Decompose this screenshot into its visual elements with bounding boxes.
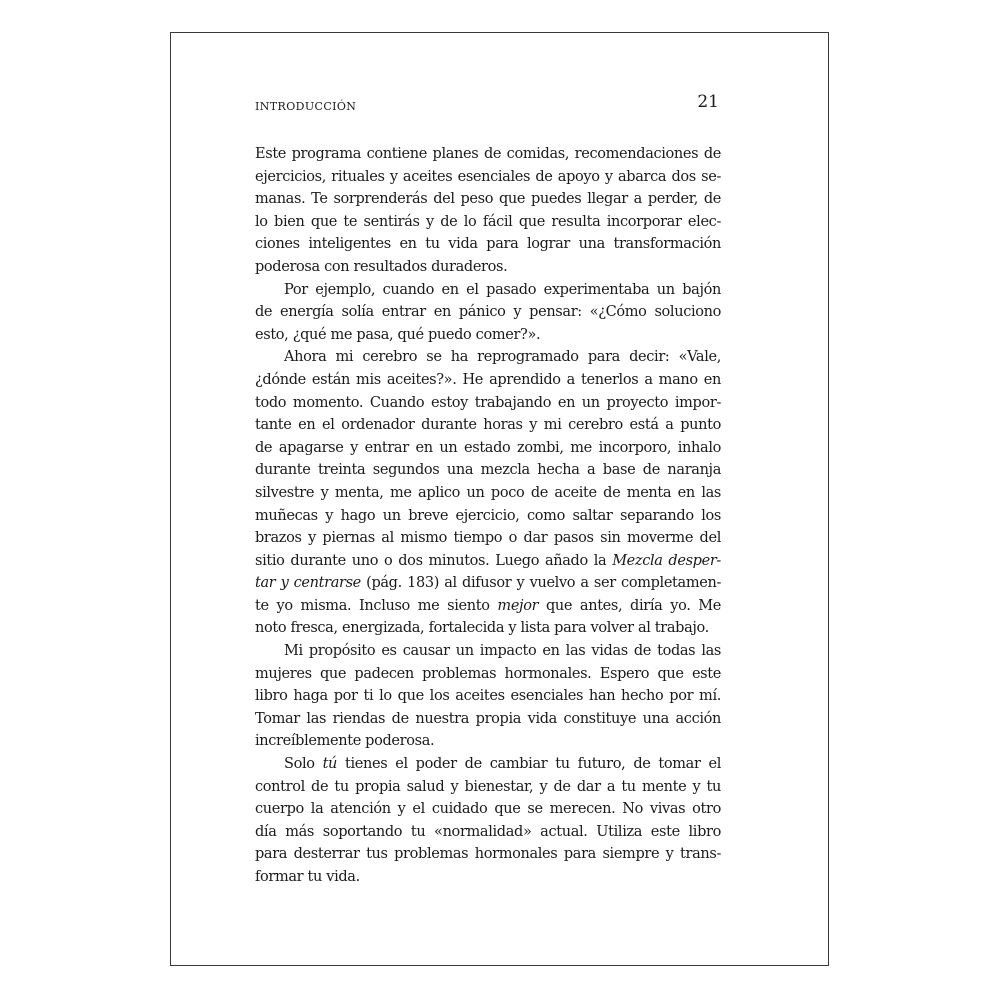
text-line — [255, 437, 721, 460]
text-segment: Tomar las riendas de nuestra propia vida constituye una acción — [255, 710, 721, 727]
italic-text: tar y centrarse — [255, 575, 361, 592]
text-line — [255, 459, 721, 482]
text-line — [255, 843, 721, 866]
paragraph — [255, 640, 721, 753]
text-segment: Este programa contiene planes de comidas, recomendaciones de — [255, 146, 721, 162]
text-line — [255, 798, 721, 821]
text-segment: te yo misma. Incluso me siento — [255, 597, 498, 614]
text-segment: poderosa con resultados duraderos. — [255, 258, 508, 275]
text-segment: brazos y piernas al mismo tiempo o dar pasos sin moverme del — [255, 530, 721, 547]
running-title: INTRODUCCIÓN — [255, 100, 357, 113]
text-line — [255, 527, 721, 550]
text-line — [255, 256, 721, 279]
text-segment: mujeres que padecen problemas hormonales. Espero que este — [255, 665, 721, 682]
italic-text: Mezcla desper- — [612, 552, 721, 569]
text-line — [255, 505, 721, 528]
text-line — [255, 753, 721, 776]
italic-text: tú — [322, 756, 338, 773]
text-line — [255, 708, 721, 731]
text-segment: libro haga por ti lo que los aceites esenciales han hecho por mí. — [255, 688, 721, 705]
text-segment: que antes, diría yo. Me — [538, 597, 721, 614]
text-segment: noto fresca, energizada, fortalecida y lista para volver al trabajo. — [255, 620, 709, 637]
text-segment: esto, ¿qué me pasa, qué puedo comer?». — [255, 326, 541, 343]
text-segment: control de tu propia salud y bienestar, y de dar a tu mente y tu — [255, 778, 721, 795]
text-segment: Solo — [284, 756, 323, 773]
text-line — [255, 663, 721, 686]
text-segment: manas. Te sorprenderás del peso que puedes llegar a perder, de — [255, 191, 721, 208]
text-segment: durante treinta segundos una mezcla hecha a base de naranja — [255, 462, 721, 479]
text-segment: silvestre y menta, me aplico un poco de aceite de menta en las — [255, 484, 721, 501]
text-segment: ejercicios, rituales y aceites esenciales de apoyo y abarca dos se- — [255, 168, 721, 185]
text-line — [255, 821, 721, 844]
text-segment: ¿dónde están mis aceites?». He aprendido a tenerlos a mano en — [255, 371, 721, 388]
text-line — [255, 640, 721, 663]
text-segment: de apagarse y entrar en un estado zombi, me incorporo, inhalo — [255, 439, 721, 456]
text-line — [255, 866, 721, 889]
text-line — [255, 324, 721, 347]
book-page — [170, 32, 829, 966]
text-line — [255, 143, 721, 166]
text-segment: tienes el poder de cambiar tu futuro, de tomar el — [337, 756, 721, 773]
text-line — [255, 595, 721, 618]
text-line — [255, 301, 721, 324]
text-line — [255, 572, 721, 595]
text-segment: muñecas y hago un breve ejercicio, como saltar separando los — [255, 507, 721, 524]
text-segment: sitio durante uno o dos minutos. Luego añado la — [255, 552, 613, 569]
text-line — [255, 369, 721, 392]
text-line — [255, 685, 721, 708]
text-segment: (pág. 183) al difusor y vuelvo a ser completamen- — [360, 575, 721, 592]
text-line — [255, 617, 721, 640]
text-line — [255, 166, 721, 189]
paragraph — [255, 279, 721, 347]
text-line — [255, 414, 721, 437]
text-segment: increíblemente poderosa. — [255, 733, 435, 750]
paragraph — [255, 346, 721, 640]
text-line — [255, 279, 721, 302]
text-segment: tante en el ordenador durante horas y mi cerebro está a punto — [255, 417, 721, 434]
text-segment: ciones inteligentes en tu vida para lograr una transformación — [255, 236, 721, 253]
text-segment: cuerpo la atención y el cuidado que se merecen. No vivas otro — [255, 801, 721, 818]
paragraph — [255, 143, 721, 279]
text-line — [255, 392, 721, 415]
text-line — [255, 482, 721, 505]
text-segment: para desterrar tus problemas hormonales para siempre y trans- — [255, 846, 721, 863]
text-segment: Mi propósito es causar un impacto en las vidas de todas las — [284, 643, 721, 660]
text-segment: de energía solía entrar en pánico y pensar: «¿Cómo soluciono — [255, 304, 721, 321]
text-line — [255, 550, 721, 573]
text-line — [255, 776, 721, 799]
text-segment: todo momento. Cuando estoy trabajando en un proyecto impor- — [255, 394, 721, 411]
text-segment: Por ejemplo, cuando en el pasado experimentaba un bajón — [284, 281, 721, 298]
italic-text: mejor — [497, 597, 539, 614]
text-line — [255, 346, 721, 369]
running-header — [255, 92, 719, 122]
text-line — [255, 211, 721, 234]
text-segment: formar tu vida. — [255, 869, 360, 885]
text-line — [255, 730, 721, 753]
text-segment: día más soportando tu «normalidad» actual. Utiliza este libro — [255, 823, 721, 840]
paragraph — [255, 753, 721, 889]
text-segment: lo bien que te sentirás y de lo fácil que resulta incorporar elec- — [255, 213, 721, 230]
page-number: 21 — [697, 92, 719, 112]
text-line — [255, 188, 721, 211]
text-segment: Ahora mi cerebro se ha reprogramado para decir: «Vale, — [284, 349, 721, 366]
text-line — [255, 233, 721, 256]
body-text — [255, 143, 721, 889]
